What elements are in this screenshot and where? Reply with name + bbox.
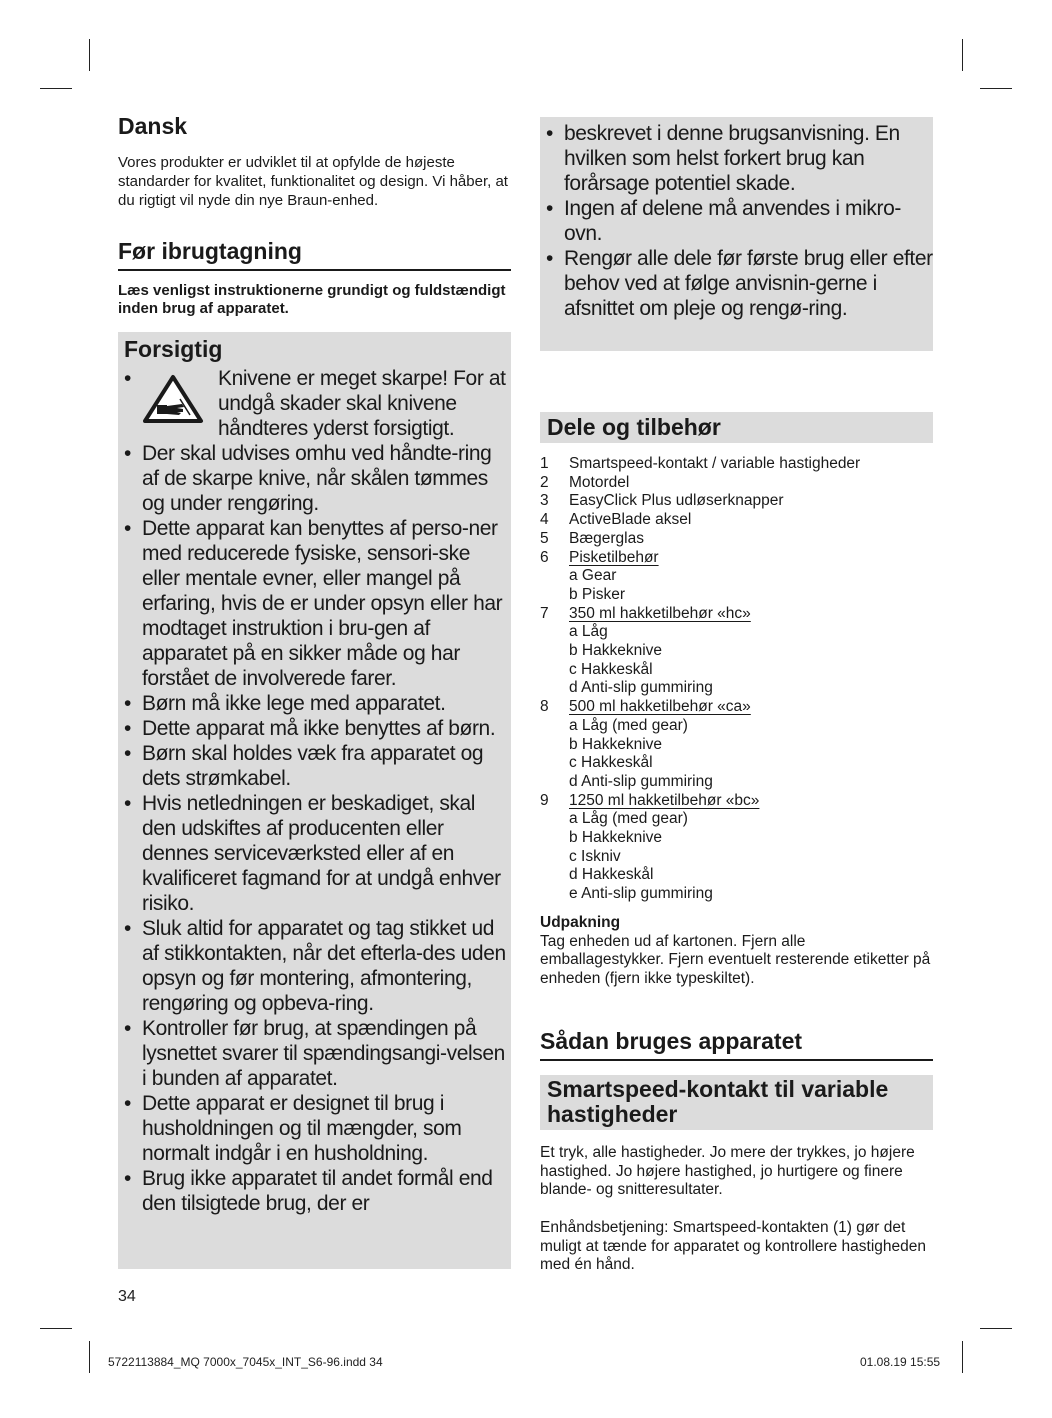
list-item: • Knivene er meget skarpe! For at undgå skader skal knivene håndteres yderst forsigtigt.	[124, 366, 511, 441]
parts-list-item	[540, 661, 933, 680]
part-subitem: a Låg (med gear)	[569, 810, 688, 828]
parts-list-item	[540, 885, 933, 904]
part-subitem: b Hakkeknive	[569, 642, 663, 660]
list-item: • Børn må ikke lege med apparatet.	[124, 691, 511, 716]
list-item: • Dette apparat må ikke benyttes af børn.	[124, 716, 511, 741]
list-item: • Dette apparat kan benyttes af perso-ner med reducerede fysiske, sensori-ske eller mentale evner, eller mangel på erfaring, hvis de er under opsyn eller har modtaget instruktion i bru-gen af apparatet på en sikker måde og har forstået de involverede farer.	[124, 516, 511, 691]
list-item: • Ingen af delene må anvendes i mikro-ovn.	[546, 196, 933, 246]
list-item: • Der skal udvises omhu ved håndte-ring af de skarpe knive, når skålen tømmes og under rengøring.	[124, 441, 511, 516]
list-item: • Dette apparat er designet til brug i husholdningen og til mængder, som normalt indgår i en husholdning.	[124, 1091, 511, 1166]
parts-list-item	[540, 698, 933, 717]
part-subitem: d Anti-slip gummiring	[569, 679, 713, 697]
parts-title: Dele og tilbehør	[540, 412, 933, 443]
part-number: 5	[540, 529, 549, 547]
parts-list-item	[540, 474, 933, 493]
parts-list-item	[540, 792, 933, 811]
list-item: • Sluk altid for apparatet og tag stikket ud af stikkontakten, når det efterla-des uden opsyn og før montering, afmontering, rengøring og opbeva-ring.	[124, 916, 511, 1016]
part-subitem: d Hakkeskål	[569, 866, 654, 884]
part-number: 7	[540, 604, 549, 622]
part-label: Smartspeed-kontakt / variable hastigheder	[569, 455, 861, 472]
smartspeed-title: Smartspeed-kontakt til variable hastigheder	[540, 1075, 933, 1130]
crop-mark	[40, 88, 72, 89]
smartspeed-paragraph-1: Et tryk, alle hastigheder. Jo mere der trykkes, jo højere hastighed. Jo højere hastighed, jo hurtigere og finere blande- og snitteresultater.	[540, 1144, 915, 1199]
part-label: 350 ml hakketilbehør «hc»	[569, 604, 751, 622]
footer-file-info: 5722113884_MQ 7000x_7045x_INT_S6-96.indd 34	[108, 1355, 383, 1369]
part-number: 8	[540, 698, 549, 716]
part-subitem: b Hakkeknive	[569, 829, 663, 847]
intro-paragraph: Vores produkter er udviklet til at opfylde de højeste standarder for kvalitet, funktionalitet og design. Vi håber, at du rigtigt vil nyde din nye Braun-enhed.	[118, 154, 508, 209]
parts-list-item	[540, 848, 933, 867]
crop-mark	[89, 1341, 90, 1373]
language-title: Dansk	[118, 113, 188, 139]
list-item: • Hvis netledningen er beskadiget, skal den udskiftes af producenten eller dennes serviceværksted eller af en kvalificeret fagmand for at undgå enhver risiko.	[124, 791, 511, 916]
section-title-usage: Sådan bruges apparatet	[540, 1028, 933, 1061]
read-instructions-note: Læs venligst instruktionerne grundigt og fuldstændigt inden brug af apparatet.	[118, 282, 506, 317]
parts-list-item	[540, 455, 933, 474]
crop-mark	[962, 1341, 963, 1373]
part-subitem: b Pisker	[569, 585, 625, 603]
part-label: Bægerglas	[569, 529, 644, 547]
part-number: 4	[540, 511, 549, 529]
page-number: 34	[118, 1288, 136, 1305]
warning-text: Knivene er meget skarpe! For at undgå skader skal knivene håndteres yderst forsigtigt.	[218, 367, 506, 440]
caution-box	[118, 332, 511, 1269]
crop-mark	[980, 1328, 1012, 1329]
crop-mark	[962, 39, 963, 71]
parts-list-item	[540, 717, 933, 736]
parts-list-item	[540, 530, 933, 549]
parts-list-item	[540, 605, 933, 624]
part-subitem: c Hakkeskål	[569, 754, 653, 772]
smartspeed-paragraph-2: Enhåndsbetjening: Smartspeed-kontakten (1) gør det muligt at tænde for apparatet og kontrollere hastigheden med én hånd.	[540, 1219, 927, 1274]
parts-list	[540, 455, 933, 904]
part-subitem: b Hakkeknive	[569, 735, 663, 753]
parts-list-item	[540, 866, 933, 885]
part-label: Motordel	[569, 473, 630, 491]
parts-list-item	[540, 754, 933, 773]
parts-list-item	[540, 511, 933, 530]
part-subitem: a Låg	[569, 623, 608, 641]
parts-list-item	[540, 773, 933, 792]
parts-list-item	[540, 623, 933, 642]
caution-title: Forsigtig	[124, 336, 223, 362]
part-number: 6	[540, 548, 549, 566]
parts-list-item	[540, 492, 933, 511]
parts-list-item	[540, 549, 933, 568]
part-subitem: a Låg (med gear)	[569, 716, 688, 734]
list-item: • Kontroller før brug, at spændingen på lysnettet svarer til spændingsangi-velsen i bunden af apparatet.	[124, 1016, 511, 1091]
parts-list-item	[540, 586, 933, 605]
part-number: 1	[540, 455, 549, 472]
parts-list-item	[540, 829, 933, 848]
crop-mark	[89, 39, 90, 71]
footer-timestamp: 01.08.19 15:55	[860, 1355, 941, 1369]
part-label: EasyClick Plus udløserknapper	[569, 492, 784, 510]
part-subitem: d Anti-slip gummiring	[569, 772, 713, 790]
list-item: • beskrevet i denne brugsanvisning. En hvilken som helst forkert brug kan forårsage potentiel skade.	[546, 121, 933, 196]
caution-list-continued	[540, 117, 933, 321]
caution-box-continued	[540, 117, 933, 351]
parts-list-item	[540, 810, 933, 829]
part-subitem: a Gear	[569, 567, 617, 585]
part-number: 3	[540, 492, 549, 510]
parts-list-item	[540, 567, 933, 586]
parts-list-item	[540, 736, 933, 755]
part-label: ActiveBlade aksel	[569, 511, 692, 529]
unpack-title: Udpakning	[540, 914, 621, 931]
part-subitem: e Anti-slip gummiring	[569, 885, 713, 903]
hand-blade-warning-icon	[142, 366, 218, 441]
parts-list-item	[540, 679, 933, 698]
crop-mark	[980, 88, 1012, 89]
part-subitem: c Iskniv	[569, 847, 621, 865]
crop-mark	[40, 1328, 72, 1329]
part-label: 500 ml hakketilbehør «ca»	[569, 698, 751, 716]
list-item: • Brug ikke apparatet til andet formål end den tilsigtede brug, der er	[124, 1166, 511, 1216]
part-subitem: c Hakkeskål	[569, 660, 653, 678]
part-label: 1250 ml hakketilbehør «bc»	[569, 791, 760, 809]
part-number: 9	[540, 791, 549, 809]
section-title-before-use: Før ibrugtagning	[118, 238, 511, 271]
list-item: • Rengør alle dele før første brug eller efter behov ved at følge anvisnin-gerne i afsnittet om pleje og rengø-ring.	[546, 246, 933, 321]
caution-list	[118, 366, 511, 1216]
part-number: 2	[540, 473, 549, 491]
list-item: • Børn skal holdes væk fra apparatet og dets strømkabel.	[124, 741, 511, 791]
unpack-text: Tag enheden ud af kartonen. Fjern alle emballagestykker. Fjern eventuelt resterende etiketter på enheden (fjern ikke typeskiltet).	[540, 932, 931, 988]
part-label: Pisketilbehør	[569, 548, 659, 566]
parts-list-item	[540, 642, 933, 661]
